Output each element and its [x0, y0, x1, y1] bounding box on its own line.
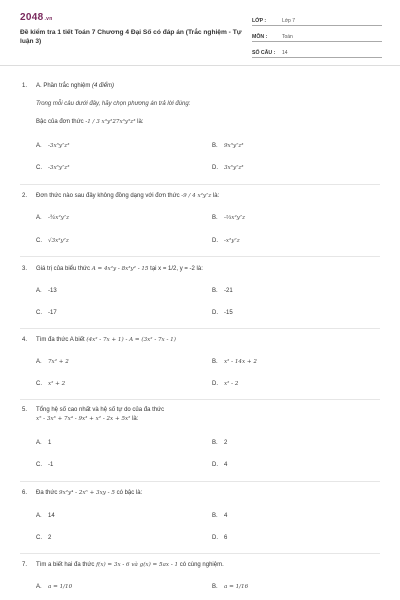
- question-stem: 7. Tìm a biết hai đa thức f(x) = 3x - 6 và g(x) = 5ax - 1 có cùng nghiệm.: [22, 562, 224, 568]
- question-stem: Bậc của đơn thức -1 / 3 x³y²27x³y⁵z³ là:: [36, 119, 144, 125]
- meta-value: Toán: [282, 34, 293, 40]
- divider: [20, 328, 380, 329]
- option-a[interactable]: A. 1: [36, 440, 52, 446]
- option-d[interactable]: D. 3x⁶y⁷z³: [212, 165, 244, 171]
- meta-row-class: [252, 14, 382, 26]
- option-b[interactable]: B. 4: [212, 513, 228, 519]
- meta-value: 14: [282, 50, 288, 56]
- option-d[interactable]: D. -15: [212, 310, 233, 316]
- option-b[interactable]: B. a = 1/16: [212, 584, 249, 590]
- question-6: [22, 489, 382, 498]
- meta-row-count: [252, 46, 382, 58]
- divider: [20, 184, 380, 185]
- meta-row-subject: [252, 30, 382, 42]
- divider: [20, 481, 380, 482]
- meta-value: Lớp 7: [282, 18, 296, 24]
- option-d[interactable]: D. -x²y⁷z: [212, 238, 240, 244]
- option-c[interactable]: C. 2: [36, 535, 52, 541]
- option-c[interactable]: C. -17: [36, 310, 57, 316]
- option-c[interactable]: C. -1: [36, 462, 54, 468]
- divider: [20, 553, 380, 554]
- option-b[interactable]: B. -21: [212, 288, 233, 294]
- divider: [20, 256, 380, 257]
- question-stem: 5. Tổng hệ số cao nhất và hệ số tự do của đa thức: [22, 407, 165, 413]
- question-stem: 2. Đơn thức nào sau đây không đồng dạng với đơn thức -9 / 4 x²y⁷z là:: [22, 193, 220, 199]
- question-3: [22, 265, 382, 274]
- question-4: [22, 336, 382, 345]
- site-logo[interactable]: 2048.vn: [20, 12, 53, 23]
- option-a[interactable]: A. 7x² + 2: [36, 359, 69, 365]
- option-a[interactable]: A. -¾x²y⁷z: [36, 215, 70, 221]
- question-stem: 4. Tìm đa thức A biết (4x² - 7x + 1) - A = (3x² - 7x - 1): [22, 337, 176, 343]
- option-a[interactable]: A. -3x⁵y⁷z³: [36, 143, 70, 149]
- question-stem: 3. Giá trị của biểu thức A = 4x²y - 8x³y² - 15 tại x = 1/2, y = -2 là:: [22, 266, 203, 272]
- option-d[interactable]: D. 6: [212, 535, 228, 541]
- question-1: [22, 82, 382, 127]
- option-d[interactable]: D. 4: [212, 462, 228, 468]
- option-b[interactable]: B. -⅔x²y⁷z: [212, 215, 246, 221]
- page-header: [0, 0, 400, 66]
- question-2: [22, 192, 382, 201]
- section-heading: 1. A. Phần trắc nghiệm (4 điểm): [22, 83, 115, 89]
- meta-label: MÔN :: [252, 34, 268, 40]
- question-5: [22, 406, 382, 424]
- option-c[interactable]: C. -3x⁶y⁷z³: [36, 165, 70, 171]
- meta-label: LỚP :: [252, 18, 267, 24]
- question-stem: 6. Đa thức 9x²y⁴ - 2x⁶ + 3xy - 5 có bậc là:: [22, 490, 143, 496]
- option-a[interactable]: A. -13: [36, 288, 57, 294]
- question-7: [22, 561, 382, 570]
- option-c[interactable]: C. √3x²y⁷z: [36, 238, 69, 244]
- meta-panel: [252, 14, 382, 62]
- question-expression: x⁵ - 3x³ + 7x⁴ - 9x³ + x² - 2x + 5x² là:: [36, 416, 139, 422]
- option-a[interactable]: A. 14: [36, 513, 55, 519]
- option-c[interactable]: C. x² + 2: [36, 381, 66, 387]
- option-b[interactable]: B. 9x⁵y⁷z³: [212, 143, 244, 149]
- option-d[interactable]: D. x² - 2: [212, 381, 239, 387]
- section-instruction: Trong mỗi câu dưới đây, hãy chọn phương án trả lời đúng:: [36, 101, 191, 107]
- option-b[interactable]: B. 2: [212, 440, 228, 446]
- document-title: Đề kiểm tra 1 tiết Toán 7 Chương 4 Đại Số có đáp án (Trắc nghiệm - Tự luận 3): [20, 29, 242, 45]
- divider: [20, 399, 380, 400]
- option-a[interactable]: A. a = 1/10: [36, 584, 73, 590]
- option-b[interactable]: B. x² - 14x + 2: [212, 359, 257, 365]
- meta-label: SỐ CÂU :: [252, 50, 276, 56]
